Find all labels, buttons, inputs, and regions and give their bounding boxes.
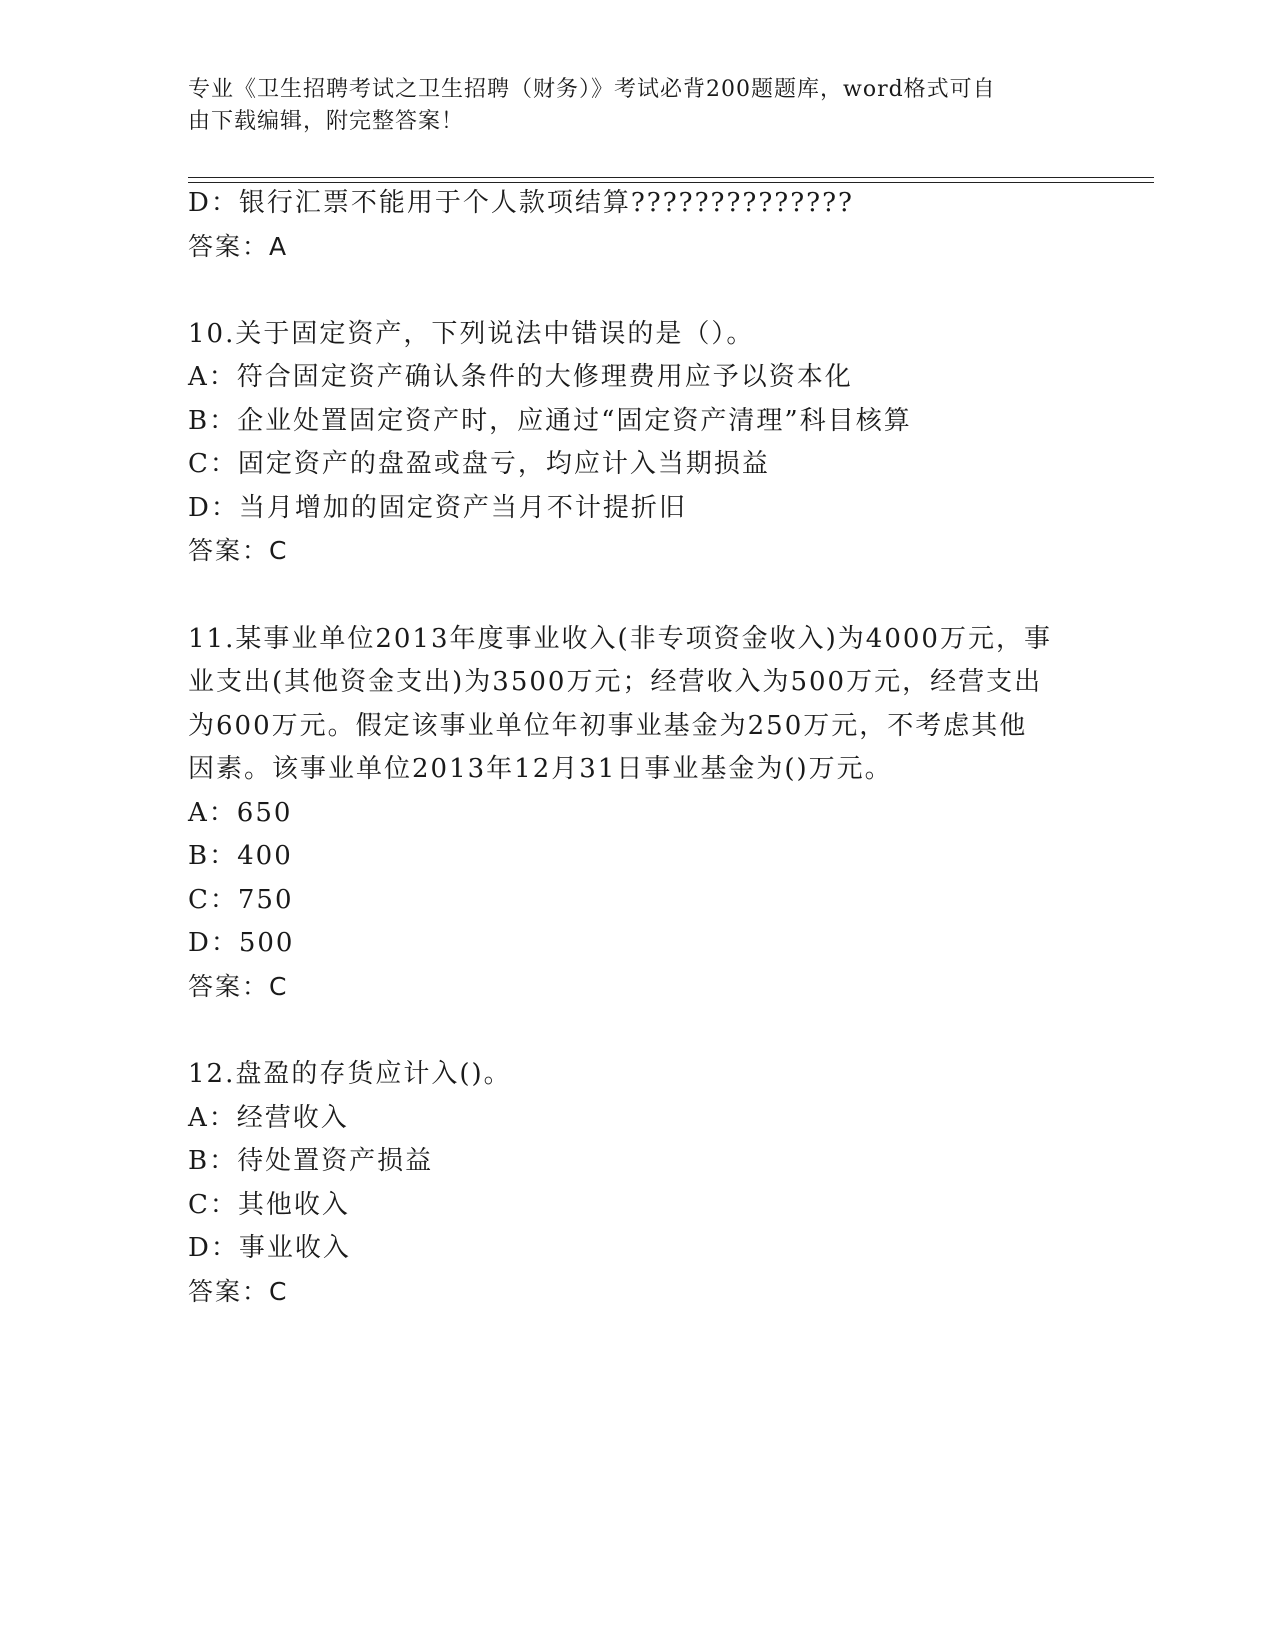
q12-answer: 答案：C: [188, 1277, 289, 1306]
header-line-2: 由下载编辑，附完整答案！: [188, 109, 465, 134]
q12-option-c: C：其他收入: [188, 1190, 350, 1220]
q10-stem: 10.关于固定资产，下列说法中错误的是（）。: [188, 319, 755, 349]
q11-answer: 答案：C: [188, 972, 289, 1001]
q10-answer: 答案：C: [188, 536, 289, 565]
prev-answer: 答案：A: [188, 232, 289, 261]
document-header: [188, 74, 1068, 138]
q11-stem-line-2: 业支出(其他资金支出)为3500万元；经营收入为500万元，经营支出: [188, 667, 1043, 697]
q10-option-d: D：当月增加的固定资产当月不计提折旧: [188, 493, 687, 523]
q11-option-b: B：400: [188, 841, 293, 871]
q12-option-d: D：事业收入: [188, 1233, 351, 1263]
q11-stem-line-3: 为600万元。假定该事业单位年初事业基金为250万元，不考虑其他: [188, 711, 1028, 741]
prev-option-d: D：银行汇票不能用于个人款项结算??????????????: [188, 188, 854, 218]
q11-stem-line-1: 11.某事业单位2013年度事业收入(非专项资金收入)为4000万元，事: [188, 624, 1052, 654]
q12-option-a: A：经营收入: [188, 1103, 349, 1133]
header-rule-bottom: [188, 182, 1154, 183]
q10-option-a: A：符合固定资产确认条件的大修理费用应予以资本化: [188, 362, 853, 392]
q10-option-c: C：固定资产的盘盈或盘亏，均应计入当期损益: [188, 449, 770, 479]
q11-option-c: C：750: [188, 885, 294, 915]
q11-option-a: A：650: [188, 798, 293, 828]
q11-option-d: D：500: [188, 928, 295, 958]
header-line-1: 专业《卫生招聘考试之卫生招聘（财务）》考试必背200题题库，word格式可自: [188, 77, 996, 102]
q12-option-b: B：待处置资产损益: [188, 1146, 434, 1176]
header-rule-top: [188, 177, 1154, 178]
q11-stem-line-4: 因素。该事业单位2013年12月31日事业基金为()万元。: [188, 754, 893, 784]
q12-stem: 12.盘盈的存货应计入()。: [188, 1059, 512, 1089]
q10-option-b: B：企业处置固定资产时，应通过“固定资产清理”科目核算: [188, 406, 912, 436]
